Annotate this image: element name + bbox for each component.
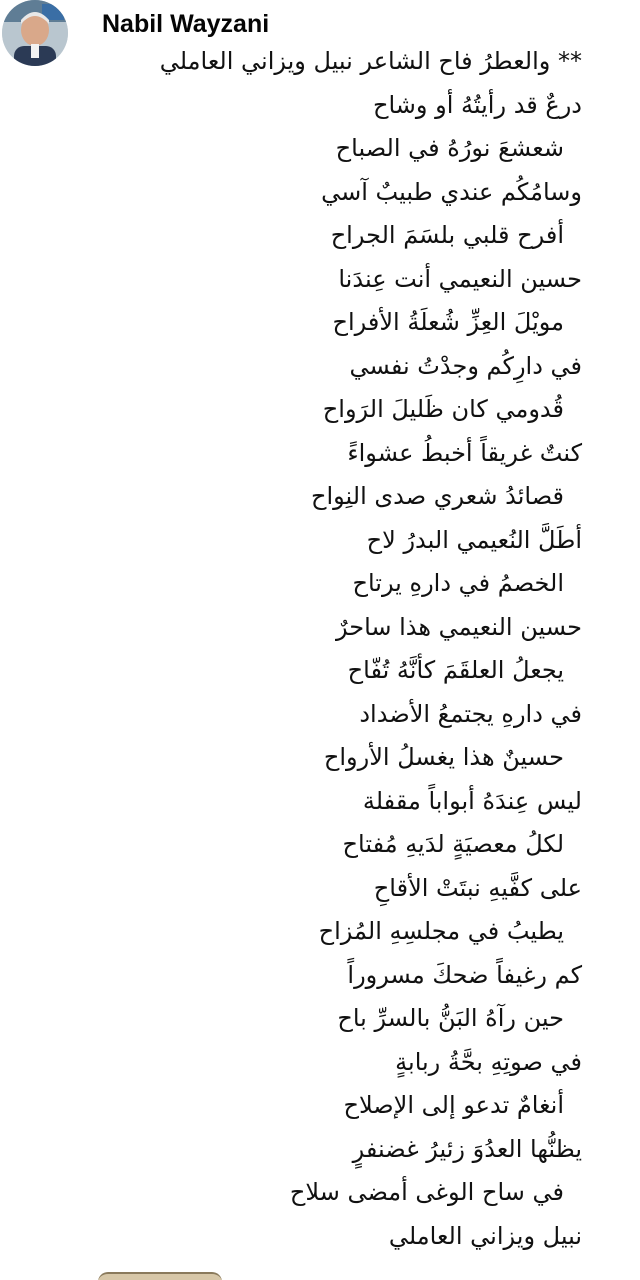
poem-line: في ساح الوغى أمضى سلاح [289,1178,564,1206]
poem-line: حين رآهُ البَنُّ بالسرِّ باح [337,1004,564,1032]
poem-line: كنتٌ غريقاً أخبطُ عشواءً [347,438,582,467]
author-name[interactable]: Nabil Wayzani [102,10,270,38]
poem-line: قُدومي كان ظَليلَ الرَواح [322,395,564,423]
poem-line: لكلُ معصيَةٍ لدَيهِ مُفتاح [342,830,564,858]
poem-line: على كفَّيهِ نبتَتْ الأقاحِ [373,873,582,902]
poem-line: الخصمُ في دارهِ يرتاح [352,569,564,597]
poem-line: يطيبُ في مجلسِهِ المُزاح [318,917,564,945]
poem-line: أفرح قلبي بلسَمَ الجراح [330,221,564,249]
poem-line: حسينٌ هذا يغسلُ الأرواح [323,743,564,771]
poem-text [90,40,582,1258]
poem-line: مويْلَ العِزِّ شُعلَةُ الأفراح [332,308,564,336]
poem-line: في دارِكُم وجدْتُ نفسي [349,351,582,380]
poem-line: درعٌ قد رأيتُهُ أو وشاح [373,90,582,119]
poem-line: أنغامٌ تدعو إلى الإصلاح [343,1091,564,1119]
poem-line: في دارهِ يجتمعُ الأضداد [359,699,582,728]
poem-line: ليس عِندَهُ أبواباً مقفلة [362,786,582,815]
poem-line: نبيل ويزاني العاملي [388,1221,582,1250]
next-comment-avatar[interactable] [98,1272,222,1280]
poem-line: يظنُّها العدُوَ زئيرُ غضنفرٍ [352,1134,582,1163]
poem-line: شعشعَ نورُهُ في الصباح [335,134,564,162]
poem-line: حسين النعيمي أنت عِندَنا [338,264,582,293]
poem-line: وسامُكُم عندي طبيبٌ آسي [321,177,582,206]
poem-line: حسين النعيمي هذا ساحرٌ [336,612,582,641]
poem-line: يجعلُ العلقَمَ كأنَّهُ تُفّاح [347,656,564,684]
author-avatar[interactable] [2,0,68,66]
poem-line: ** والعطرُ فاح الشاعر نبيل ويزاني العاملي [159,47,582,75]
avatar-photo-icon [2,0,68,66]
poem-line: كم رغيفاً ضحكَ مسروراً [347,960,582,989]
poem-line: في صوتِهِ بحَّةُ ربابةٍ [395,1047,582,1076]
poem-line: قصائدُ شعري صدى النِواح [310,482,564,510]
poem-line: أطَلَّ النُعيمي البدرُ لاح [366,525,582,554]
